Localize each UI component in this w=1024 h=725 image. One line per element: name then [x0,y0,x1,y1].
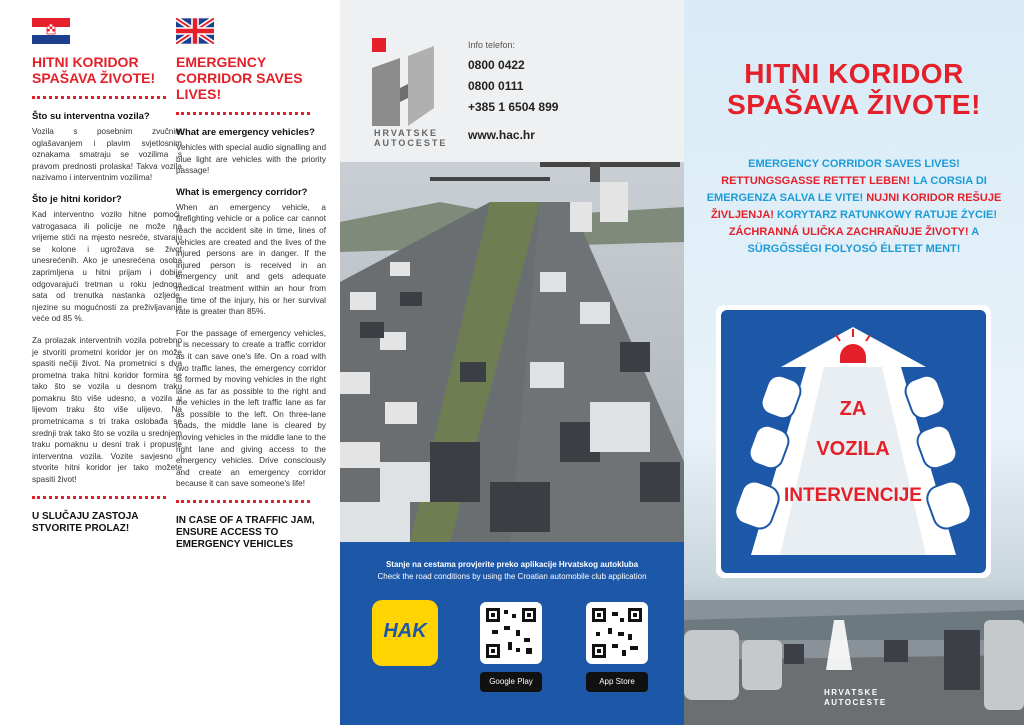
middle-panel [340,0,684,725]
slogan-phrase: ZÁCHRANNÁ ULIČKA ZACHRAŇUJE ŽIVOTY! [728,226,972,238]
divider [176,112,310,115]
hak-logo-text: HAK [383,620,427,642]
google-play-badge[interactable]: Google Play [480,672,542,692]
english-title: EMERGENCY CORRIDOR SAVES LIVES! [176,54,303,102]
paragraph: Vehicles with special audio signalling and blue light are vehicles with the priority passage! [176,143,326,176]
phone-number: 0800 0422 [468,58,525,72]
phone-number: +385 1 6504 899 [468,100,559,114]
app-promo-text: Stanje na cestama provjerite preko aplikacije Hrvatskog autokluba [385,560,639,569]
slogan-phrase: RETTUNGSGASSE RETTET LEBEN! [721,175,914,187]
cover-panel [684,0,1024,725]
sign-text-line3: INTERVENCIJE [784,485,922,506]
contact-info [468,40,558,142]
cover-title: HITNI KORIDOR SPAŠAVA ŽIVOTE! [727,58,981,120]
slogan-phrase: KORYTARZ RATUNKOWY RATUJE ŻYCIE! [777,209,997,221]
qr-code-icon[interactable] [586,602,648,664]
app-promo-text-en: Check the road conditions by using the Croatian automobile club application [377,572,647,581]
qr-code-icon[interactable] [480,602,542,664]
sign-text-line2: VOZILA [816,438,890,460]
emergency-corridor-sign [716,305,991,578]
divider [32,96,166,99]
question-heading: Što su interventna vozila? [32,111,150,122]
slogan-phrase: EMERGENCY CORRIDOR SAVES LIVES! [748,158,960,170]
paragraph: When an emergency vehicle, a firefighting vehicle or a police car cannot reach the accident site in time, lines of vehicles are created and the lives of the injured persons are in danger. If the injured person is received in an emergency unit and gets adequate medical treatment within an hour from the time of the injury, his or her survival rate is greater than 85%. [176,202,326,317]
info-label: Info telefon: [468,40,516,50]
phone-number: 0800 0111 [468,79,524,93]
hac-logo-text: HRVATSKE AUTOCESTE [374,128,448,148]
sign-text-line1: ZA [839,398,867,420]
croatian-flag-icon [32,18,70,44]
cover-logo-text: HRVATSKE AUTOCESTE [824,688,887,707]
multilingual-slogan [704,156,1004,258]
hak-logo [372,600,438,666]
question-heading: Što je hitni koridor? [32,193,122,205]
app-store-badge[interactable]: App Store [586,672,648,692]
croatian-column [32,18,182,535]
question-heading: What are emergency vehicles? [176,127,315,138]
paragraph: Za prolazak interventnih vozila potrebno je stvoriti prometni koridor jer on može spasiti nečiji život. Na prometnici s dva prometna traka hitni koridor formira se tako što se vozila u desnom traku pomaknu što više udesno, a vozila u lijevom traku što više ulijevo. Na prometnicama s tri traka oslobađa se srednji trak tako što se vozila u srednjem traku pomaknu u desni trak i propuste interventna vozila. Vozite savjesno i stvorite hitni koridor jer tako možete spasiti život! [32,335,182,485]
croatian-title: HITNI KORIDOR SPAŠAVA ŽIVOTE! [32,54,156,86]
slogan-phrase: A SÜRGŐSSÉGI FOLYOSÓ ÉLETET MENT! [747,226,980,255]
text-panel [0,0,340,725]
question-heading: What is emergency corridor? [176,186,308,198]
divider [32,496,166,499]
paragraph: For the passage of emergency vehicles, it is necessary to create a traffic corridor as it can save one's life. On a road with two traffic lanes, the emergency corridor is formed by moving vehicles in the right lane as far as possible to the right and the vehicles in the left traffic lane as far as possible to the left. On three-lane roads, the middle lane is cleared by moving vehicles in the middle lane to the right lane and giving access to the emergency vehicles. Drive consciously and create an emergency corridor because it can save someone's life! [176,328,326,489]
closing-statement: IN CASE OF A TRAFFIC JAM, ENSURE ACCESS TO EMERGENCY VEHICLES [176,515,315,551]
app-promo-band [340,542,684,725]
highway-traffic-photo [340,162,684,542]
slogan-phrase: LA CORSIA DI EMERGENZA SALVA LE VITE! [706,175,987,204]
english-column [176,18,326,551]
paragraph: Vozila s posebnim zvučnim oglašavanjem i plavim svjetlosnim oznakama smatraju se vozilima s pravom prednosti prolaska! Takva vozila nazivamo i interventnim vozilima! [32,127,182,183]
website-link: www.hac.hr [468,128,535,142]
closing-statement: U SLUČAJU ZASTOJA STVORITE PROLAZ! [32,510,139,534]
paragraph: Kad interventno vozilo hitne pomoći, vatrogasaca ili policije ne može na vrijeme stići na mjesto nesreće, stvaraju se kolone i ugrožava se život unesrećenih. Ako je unesrećena osoba zaprimljena u hitni prijam i dobije odgovarajući tretman u roku jednoga sata od trenutka nastanka ozljede, njezine su mogućnosti za preživljavanje veće od 85 %. [32,209,182,324]
uk-flag-icon [176,18,214,44]
slogan-phrase: NUJNI KORIDOR REŠUJE ŽIVLJENJA! [710,192,1002,221]
divider [176,500,310,503]
